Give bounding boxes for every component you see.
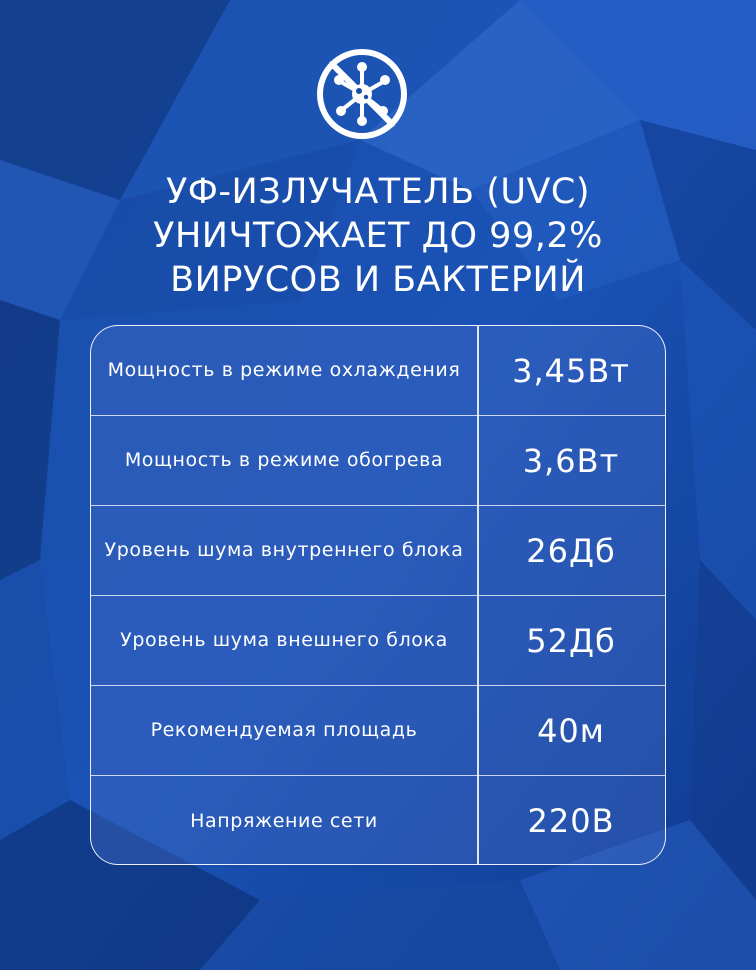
spec-table xyxy=(90,325,666,865)
spec-value: 3,6Вт xyxy=(522,441,620,480)
spec-label: Уровень шума внутреннего блока xyxy=(104,539,464,561)
headline-line-2: УНИЧТОЖАЕТ ДО 99,2% xyxy=(153,216,603,256)
spec-row-mains-voltage xyxy=(91,776,665,865)
spec-label: Уровень шума внешнего блока xyxy=(120,629,448,651)
headline xyxy=(0,170,756,302)
headline-line-3: ВИРУСОВ И БАКТЕРИЙ xyxy=(170,260,586,300)
no-virus-icon xyxy=(313,45,411,143)
spec-value: 52Дб xyxy=(526,621,616,660)
spec-row-recommended-area xyxy=(91,686,665,776)
spec-row-outdoor-noise xyxy=(91,596,665,686)
spec-value: 26Дб xyxy=(526,531,616,570)
spec-row-cooling-power xyxy=(91,326,665,416)
spec-label: Мощность в режиме охлаждения xyxy=(107,359,461,381)
spec-row-heating-power xyxy=(91,416,665,506)
spec-value: 220В xyxy=(527,802,615,840)
spec-value: 40м xyxy=(537,711,605,750)
headline-line-1: УФ-ИЗЛУЧАТЕЛЬ (UVC) xyxy=(165,172,591,212)
spec-value: 3,45Вт xyxy=(512,351,630,390)
spec-label: Мощность в режиме обогрева xyxy=(124,449,444,471)
spec-label: Напряжение сети xyxy=(190,809,378,832)
spec-row-indoor-noise xyxy=(91,506,665,596)
spec-label: Рекомендуемая площадь xyxy=(150,719,418,741)
